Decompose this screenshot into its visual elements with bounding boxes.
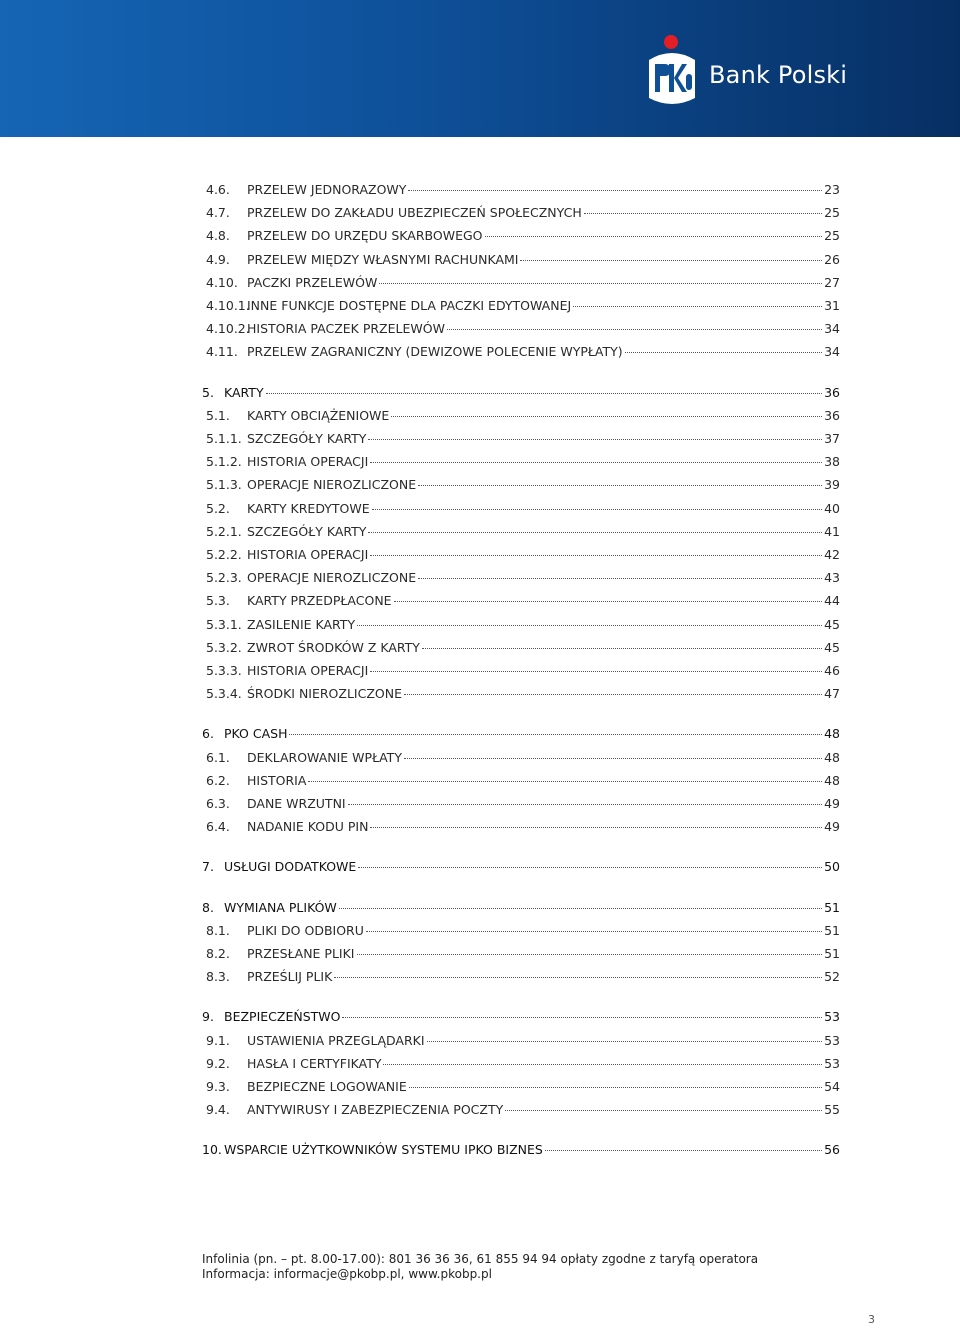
toc-number: 5.3.3. <box>206 663 242 678</box>
toc-title: PRZELEW MIĘDZY WŁASNYMI RACHUNKAMI <box>247 251 519 267</box>
toc-number: 4.8. <box>206 228 230 244</box>
toc-page-number: 53 <box>824 1055 840 1071</box>
footer <box>202 1252 758 1282</box>
toc-title: OPERACJE NIEROZLICZONE <box>247 477 417 493</box>
toc-page-number: 51 <box>824 922 840 938</box>
toc-number: 5.1.2. <box>206 454 242 470</box>
toc-entry[interactable] <box>202 662 840 680</box>
toc-title: HISTORIA OPERACJI <box>247 663 369 678</box>
toc-number: 6. <box>202 726 214 742</box>
toc-title: KARTY <box>224 384 264 400</box>
toc-leader <box>372 509 822 510</box>
toc-leader <box>485 236 823 237</box>
toc-title: PRZEŚLIJ PLIK <box>247 969 333 985</box>
toc-number: 8.1. <box>206 922 230 938</box>
toc-title: NADANIE KODU PIN <box>247 819 369 835</box>
toc-number: 6.4. <box>206 819 230 835</box>
toc-leader <box>368 439 822 440</box>
toc-page-number: 55 <box>824 1102 840 1118</box>
toc-entry[interactable] <box>202 639 840 657</box>
toc-page-number: 38 <box>824 454 840 470</box>
toc-page-number: 36 <box>824 384 840 400</box>
toc-page-number: 43 <box>824 570 840 586</box>
toc-leader <box>339 908 822 909</box>
toc-number: 5.2.1. <box>206 523 242 539</box>
brand-name: Bank Polski <box>709 61 848 89</box>
toc-chapter[interactable] <box>202 899 840 917</box>
toc-title: BEZPIECZNE LOGOWANIE <box>247 1079 407 1094</box>
toc-page-number: 46 <box>824 663 840 678</box>
toc-title: HISTORIA <box>247 772 307 788</box>
toc-page-number: 26 <box>824 251 840 267</box>
toc-page-number: 51 <box>824 899 840 915</box>
toc-entry[interactable] <box>202 500 840 518</box>
toc-number: 8.2. <box>206 946 230 961</box>
toc-chapter[interactable] <box>202 1141 840 1159</box>
toc-title: PRZESŁANE PLIKI <box>247 946 355 961</box>
toc-title: HISTORIA OPERACJI <box>247 547 369 562</box>
toc-number: 5.3. <box>206 593 230 609</box>
toc-number: 5.2. <box>206 500 230 516</box>
toc-entry[interactable] <box>202 922 840 940</box>
toc-page-number: 42 <box>824 547 840 562</box>
toc-page-number: 45 <box>824 639 840 655</box>
toc-entry[interactable] <box>202 430 840 448</box>
toc-title: WYMIANA PLIKÓW <box>224 899 337 915</box>
toc-title: BEZPIECZEŃSTWO <box>224 1009 341 1025</box>
toc-page-number: 39 <box>824 477 840 493</box>
toc-title: PLIKI DO ODBIORU <box>247 922 364 938</box>
toc-number: 5.2.3. <box>206 570 242 586</box>
toc-leader <box>520 260 822 261</box>
toc-title: PRZELEW JEDNORAZOWY <box>247 182 407 197</box>
toc-number: 9.2. <box>206 1055 230 1071</box>
toc-title: PRZELEW DO ZAKŁADU UBEZPIECZEŃ SPOŁECZNYCH <box>247 205 582 221</box>
toc-page-number: 31 <box>824 298 840 313</box>
toc-leader <box>370 671 822 672</box>
toc-entry[interactable] <box>202 274 840 292</box>
toc-leader <box>404 694 822 695</box>
toc-title: PACZKI PRZELEWÓW <box>247 274 378 290</box>
toc-entry[interactable] <box>202 749 840 767</box>
toc-entry[interactable] <box>202 592 840 610</box>
toc-page-number: 40 <box>824 500 840 516</box>
toc-number: 5.2.2. <box>206 547 242 562</box>
toc-title: ZWROT ŚRODKÓW Z KARTY <box>247 639 420 655</box>
toc-leader <box>545 1150 822 1151</box>
toc-number: 4.10.1. <box>206 298 250 313</box>
toc-page-number: 49 <box>824 796 840 811</box>
toc-leader <box>404 758 822 759</box>
toc-leader <box>379 283 822 284</box>
toc-page-number: 53 <box>824 1009 840 1025</box>
toc-title: USTAWIENIA PRZEGLĄDARKI <box>247 1032 425 1048</box>
toc-page-number: 25 <box>824 228 840 244</box>
toc-leader <box>505 1110 822 1111</box>
toc-title: SZCZEGÓŁY KARTY <box>247 523 367 539</box>
toc-number: 4.10. <box>206 274 238 290</box>
toc-entry[interactable] <box>202 204 840 222</box>
toc-leader <box>370 555 822 556</box>
toc-entry[interactable] <box>202 453 840 471</box>
toc-leader <box>370 827 822 828</box>
toc-number: 5.1.1. <box>206 431 242 446</box>
toc-chapter[interactable] <box>202 1008 840 1026</box>
toc-page-number: 49 <box>824 819 840 835</box>
toc-entry[interactable] <box>202 227 840 245</box>
toc-leader <box>266 393 823 394</box>
toc-entry[interactable] <box>202 523 840 541</box>
toc-number: 4.11. <box>206 344 238 360</box>
toc-title: OPERACJE NIEROZLICZONE <box>247 570 417 586</box>
toc-number: 8.3. <box>206 969 230 985</box>
toc-entry[interactable] <box>202 251 840 269</box>
toc-entry[interactable] <box>202 1101 840 1119</box>
toc-page-number: 27 <box>824 274 840 290</box>
toc-entry[interactable] <box>202 407 840 425</box>
toc-number: 10. <box>202 1142 222 1158</box>
toc-title: HISTORIA OPERACJI <box>247 454 369 470</box>
toc-leader <box>408 190 822 191</box>
toc-chapter[interactable] <box>202 725 840 743</box>
toc-entry[interactable] <box>202 476 840 494</box>
toc-chapter[interactable] <box>202 858 840 876</box>
toc-number: 5.1. <box>206 407 230 423</box>
toc-number: 6.1. <box>206 749 230 765</box>
toc-leader <box>418 485 822 486</box>
toc-leader <box>348 804 822 805</box>
toc-title: DEKLAROWANIE WPŁATY <box>247 749 402 765</box>
toc-leader <box>308 781 822 782</box>
toc-entry[interactable] <box>202 297 840 315</box>
toc-leader <box>422 648 822 649</box>
toc-entry[interactable] <box>202 685 840 703</box>
footer-contact: Informacja: informacje@pkobp.pl, www.pkobp.pl <box>202 1267 492 1281</box>
toc-title: KARTY KREDYTOWE <box>247 500 370 516</box>
toc-title: PKO CASH <box>224 726 288 742</box>
toc-leader <box>358 867 822 868</box>
toc-number: 5.3.2. <box>206 639 242 655</box>
toc-number: 4.7. <box>206 205 230 221</box>
toc-entry[interactable] <box>202 569 840 587</box>
footer-hotline: Infolinia (pn. – pt. 8.00-17.00): 801 36 36 36, 61 855 94 94 opłaty zgodne z taryfą operatora <box>202 1252 759 1266</box>
toc-number: 5.3.1. <box>206 616 242 632</box>
toc-page-number: 51 <box>824 946 840 961</box>
toc-leader <box>447 329 822 330</box>
toc-number: 9.4. <box>206 1102 230 1118</box>
toc-entry[interactable] <box>202 945 840 963</box>
toc-chapter[interactable] <box>202 384 840 402</box>
toc-leader <box>625 352 822 353</box>
toc-leader <box>573 306 822 307</box>
toc-title: PRZELEW DO URZĘDU SKARBOWEGO <box>247 228 483 244</box>
toc-number: 6.3. <box>206 796 230 811</box>
toc-entry[interactable] <box>202 181 840 199</box>
toc-title: WSPARCIE UŻYTKOWNIKÓW SYSTEMU IPKO BIZNES <box>224 1142 543 1158</box>
toc-leader <box>427 1041 823 1042</box>
toc-number: 5.1.3. <box>206 477 242 493</box>
toc-title: HISTORIA PACZEK PRZELEWÓW <box>247 321 445 337</box>
toc-page-number: 23 <box>824 182 840 197</box>
toc-page-number: 44 <box>824 593 840 609</box>
toc-entry[interactable] <box>202 616 840 634</box>
toc-number: 6.2. <box>206 772 230 788</box>
toc-leader <box>394 601 823 602</box>
toc-title: USŁUGI DODATKOWE <box>224 859 357 875</box>
toc-entry[interactable] <box>202 795 840 813</box>
toc-title: ŚRODKI NIEROZLICZONE <box>247 686 402 702</box>
toc-entry[interactable] <box>202 546 840 564</box>
toc-page-number: 34 <box>824 321 840 337</box>
toc-entry[interactable] <box>202 818 840 836</box>
toc-page-number: 45 <box>824 616 840 632</box>
toc-title: INNE FUNKCJE DOSTĘPNE DLA PACZKI EDYTOWANEJ <box>247 298 572 313</box>
toc-number: 4.6. <box>206 182 230 197</box>
toc-page-number: 48 <box>824 772 840 788</box>
toc-leader <box>391 416 822 417</box>
toc-number: 9. <box>202 1009 214 1025</box>
toc-page-number: 36 <box>824 407 840 423</box>
toc-leader <box>357 625 822 626</box>
toc-number: 9.3. <box>206 1079 230 1094</box>
toc-title: ZASILENIE KARTY <box>247 616 356 632</box>
toc-leader <box>409 1087 822 1088</box>
toc-leader <box>370 462 822 463</box>
toc-title: HASŁA I CERTYFIKATY <box>247 1055 382 1071</box>
toc-page-number: 34 <box>824 344 840 360</box>
toc-number: 4.10.2. <box>206 321 250 337</box>
toc-page-number: 48 <box>824 726 840 742</box>
toc-number: 5. <box>202 384 214 400</box>
toc-number: 7. <box>202 859 214 875</box>
toc-leader <box>357 954 823 955</box>
toc-leader <box>418 578 822 579</box>
toc-page-number: 52 <box>824 969 840 985</box>
toc-number: 8. <box>202 899 214 915</box>
toc-page-number: 47 <box>824 686 840 702</box>
toc-entry[interactable] <box>202 772 840 790</box>
toc-number: 5.3.4. <box>206 686 242 702</box>
toc-page-number: 25 <box>824 205 840 221</box>
toc-leader <box>366 931 822 932</box>
toc-page-number: 54 <box>824 1079 840 1094</box>
toc-page-number: 50 <box>824 859 840 875</box>
toc-page-number: 41 <box>824 523 840 539</box>
toc-page-number: 37 <box>824 431 840 446</box>
toc-page-number: 53 <box>824 1032 840 1048</box>
toc-number: 9.1. <box>206 1032 230 1048</box>
toc-page-number: 48 <box>824 749 840 765</box>
toc-leader <box>334 977 822 978</box>
toc-leader <box>383 1064 822 1065</box>
toc-leader <box>368 532 822 533</box>
toc-leader <box>342 1017 822 1018</box>
toc-entry[interactable] <box>202 1032 840 1050</box>
toc-title: SZCZEGÓŁY KARTY <box>247 431 367 446</box>
page-number: 3 <box>868 1313 875 1326</box>
toc-leader <box>584 213 822 214</box>
toc-entry[interactable] <box>202 1055 840 1073</box>
toc-title: KARTY PRZEDPŁACONE <box>247 593 392 609</box>
toc-title: DANE WRZUTNI <box>247 796 346 811</box>
toc-entry[interactable] <box>202 343 840 361</box>
toc-title: ANTYWIRUSY I ZABEZPIECZENIA POCZTY <box>247 1102 504 1118</box>
toc-entry[interactable] <box>202 968 840 986</box>
toc-leader <box>289 734 822 735</box>
toc-title: KARTY OBCIĄŻENIOWE <box>247 407 390 423</box>
toc-title: PRZELEW ZAGRANICZNY (DEWIZOWE POLECENIE WYPŁATY) <box>247 344 623 360</box>
toc-entry[interactable] <box>202 320 840 338</box>
toc-number: 4.9. <box>206 251 230 267</box>
toc-entry[interactable] <box>202 1078 840 1096</box>
toc-page-number: 56 <box>824 1142 840 1158</box>
